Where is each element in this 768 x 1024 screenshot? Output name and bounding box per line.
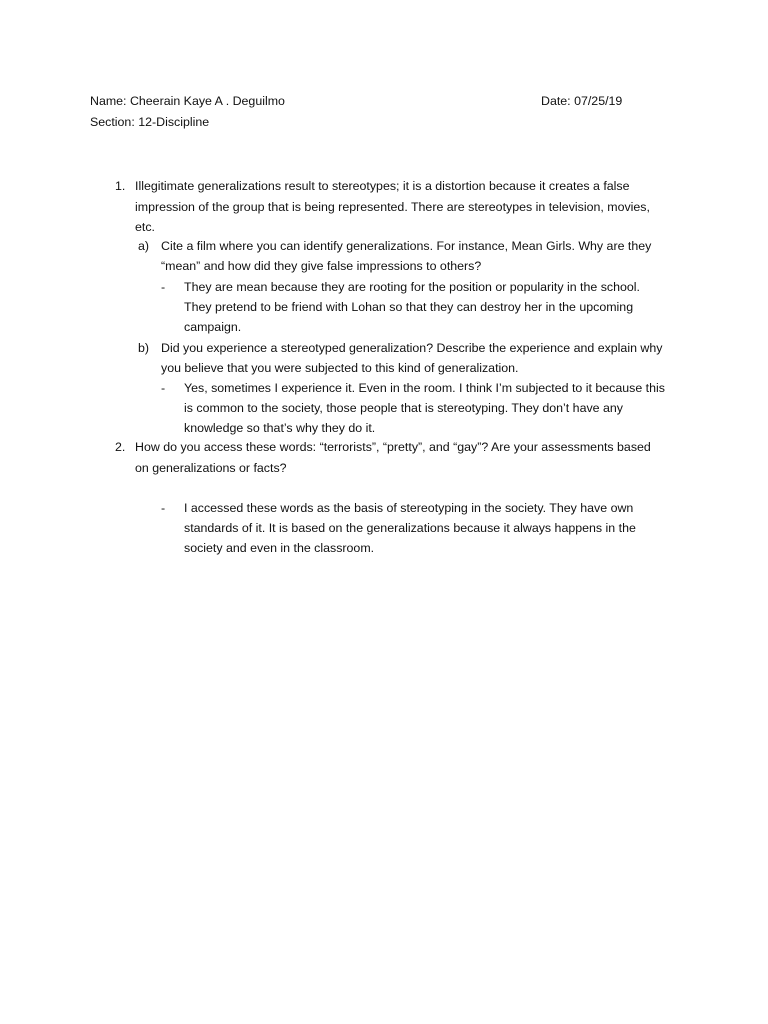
name-label: Name:	[90, 94, 127, 108]
answer-text: I accessed these words as the basis of stereotyping in the society. They have own	[184, 501, 634, 515]
answer-text: They are mean because they are rooting for the position or popularity in the school.	[184, 280, 640, 294]
answer-text: They pretend to be friend with Lohan so that they can destroy her in the upcoming	[184, 300, 634, 314]
answer-text: Yes, sometimes I experience it. Even in the room. I think I’m subjected to it because this	[184, 381, 665, 395]
answer-text: society and even in the classroom.	[184, 541, 375, 555]
answer-dash: -	[161, 381, 166, 395]
answer-text: is common to the society, those people that is stereotyping. They don’t have any	[184, 401, 623, 415]
question-number: 2.	[115, 440, 126, 454]
name-line	[90, 91, 285, 111]
sub-question-text: “mean” and how did they give false impressions to others?	[161, 259, 482, 273]
question-text: How do you access these words: “terrorists”, “pretty”, and “gay”? Are your assessments based	[135, 440, 651, 454]
name-value: Cheerain Kaye A . Deguilmo	[129, 94, 285, 108]
question-text: Illegitimate generalizations result to stereotypes; it is a distortion because it creates a false	[135, 179, 630, 193]
section-value: 12-Discipline	[138, 115, 210, 129]
question-number: 1.	[115, 179, 126, 193]
sub-question-text: you believe that you were subjected to this kind of generalization.	[161, 361, 519, 375]
date-line	[541, 91, 622, 111]
sub-question-text: Did you experience a stereotyped generalization? Describe the experience and explain why	[161, 341, 663, 355]
question-text: impression of the group that is being represented. There are stereotypes in television, movies,	[135, 200, 650, 214]
answer-dash: -	[161, 501, 166, 515]
answer-text: knowledge so that’s why they do it.	[184, 421, 376, 435]
section-label: Section:	[90, 115, 135, 129]
answer-text: campaign.	[184, 320, 242, 334]
sub-question-letter: b)	[138, 341, 150, 355]
question-text: on generalizations or facts?	[135, 461, 287, 475]
question-text: etc.	[135, 220, 155, 234]
sub-question-text: Cite a film where you can identify generalizations. For instance, Mean Girls. Why are they	[161, 239, 652, 253]
answer-dash: -	[161, 280, 166, 294]
sub-question-letter: a)	[138, 239, 150, 253]
answer-text: standards of it. It is based on the generalizations because it always happens in the	[184, 521, 636, 535]
date-label: Date:	[541, 94, 571, 108]
date-value: 07/25/19	[574, 94, 623, 108]
section-line	[90, 112, 209, 132]
